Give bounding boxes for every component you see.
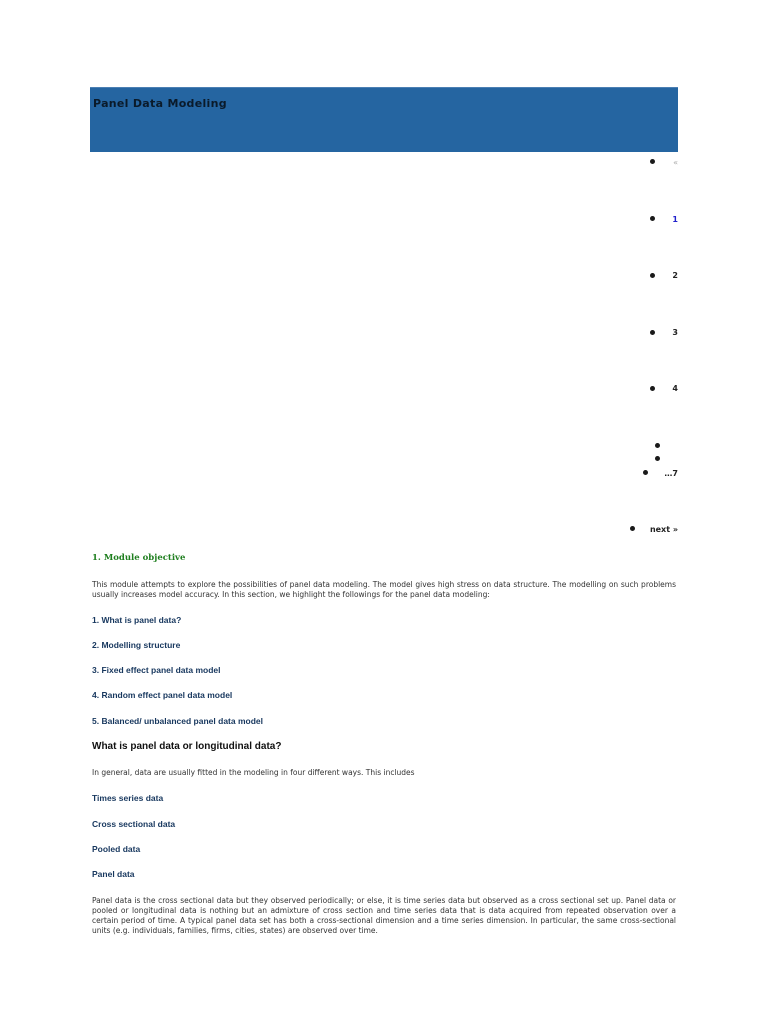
bullet-icon: [655, 443, 660, 448]
bullet-icon: [650, 273, 655, 278]
bullet-icon: [650, 159, 655, 164]
topic-item: 1. What is panel data?: [92, 615, 182, 625]
question-heading: What is panel data or longitudinal data?: [92, 741, 282, 752]
pager-next-link[interactable]: next »: [649, 525, 678, 534]
intro-paragraph: This module attempts to explore the possibilities of panel data modeling. The model gives high stress on data structure. The modelling on such problems usually increases model accuracy. In this section, we highlight the followings for the panel data modeling:: [92, 580, 676, 599]
general-intro-paragraph: In general, data are usually fitted in the modeling in four different ways. This includes: [92, 768, 415, 777]
bullet-icon: [655, 456, 660, 461]
topic-item: 5. Balanced/ unbalanced panel data model: [92, 716, 263, 726]
page-title: Panel Data Modeling: [93, 97, 227, 110]
pager-prev-link[interactable]: «: [673, 158, 678, 167]
pager-page-3[interactable]: 3: [672, 328, 678, 337]
data-type-item: Times series data: [92, 793, 164, 803]
section-heading: 1. Module objective: [92, 553, 186, 563]
data-type-item: Pooled data: [92, 844, 141, 854]
bullet-icon: [650, 386, 655, 391]
bullet-icon: [630, 526, 635, 531]
bullet-icon: [643, 470, 648, 475]
topic-item: 2. Modelling structure: [92, 640, 181, 650]
header-banner: [90, 87, 678, 152]
pager-page-2[interactable]: 2: [672, 271, 678, 280]
pager-page-1[interactable]: 1: [672, 215, 678, 224]
topic-item: 3. Fixed effect panel data model: [92, 665, 221, 675]
pager-page-4[interactable]: 4: [672, 384, 678, 393]
topic-item: 4. Random effect panel data model: [92, 690, 233, 700]
pager-last-link[interactable]: …7: [664, 469, 678, 478]
data-type-item: Panel data: [92, 869, 135, 879]
data-type-item: Cross sectional data: [92, 819, 176, 829]
panel-definition-paragraph: Panel data is the cross sectional data but they observed periodically; or else, it is time series data but observed as a cross sectional set up. Panel data or pooled or longitudinal data is nothing but an admixture of cross section and time series data that is data acquired from repeated observation over a certain period of time. A typical panel data set has both a cross-sectional dimension and a time series dimension. In particular, the same cross-sectional units (e.g. individuals, families, firms, cities, states) are observed over time.: [92, 896, 676, 935]
bullet-icon: [650, 330, 655, 335]
bullet-icon: [650, 216, 655, 221]
